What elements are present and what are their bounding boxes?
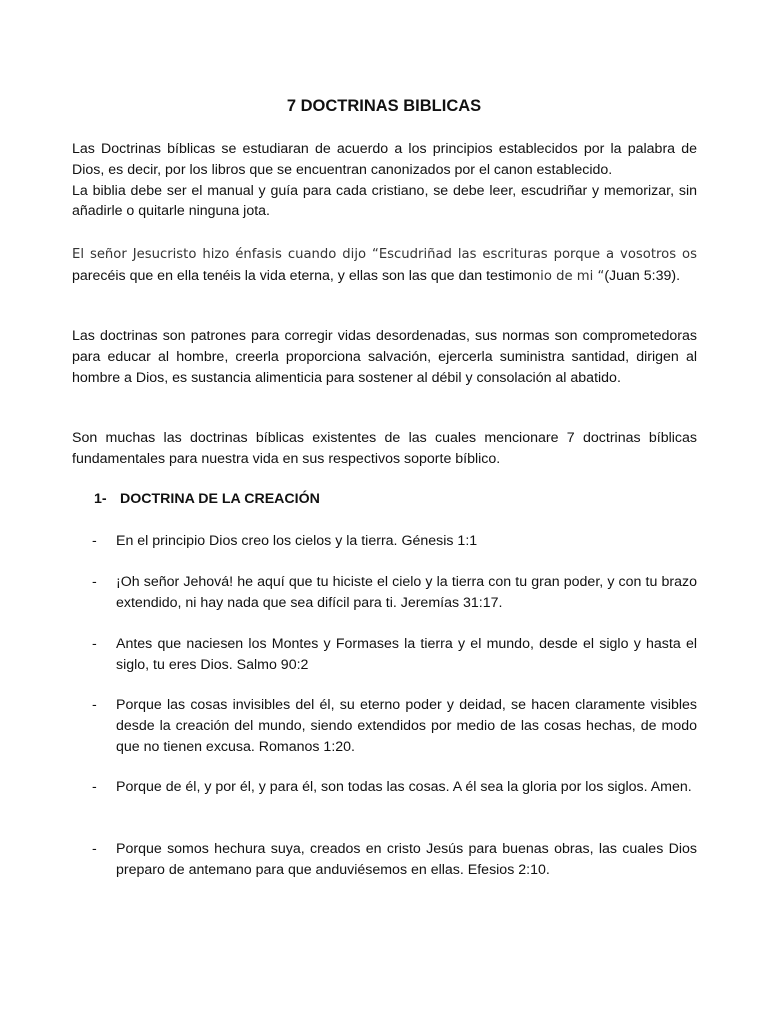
list-item	[92, 634, 697, 676]
doctrines-paragraph: Las doctrinas son patrones para corregir vidas desordenadas, sus normas son comprometedoras para educar al hombre, creerla proporciona salvación, ejercerla suministra santidad, dirigen al hombre a Dios, es sustancia alimenticia para sostener al débil y consolación al abatido.	[72, 328, 697, 386]
intro-sentence: Las Doctrinas bíblicas se estudiaran de acuerdo a los principios establecidos por la palabra de Dios, es decir, por los libros que se encuentran canonizados por el canon establecido.	[72, 141, 697, 178]
document-title: 7 DOCTRINAS BIBLICAS	[286, 97, 482, 115]
section-number: 1-	[94, 491, 107, 507]
many-doctrines-paragraph: Son muchas las doctrinas bíblicas existentes de las cuales mencionare 7 doctrinas bíblicas fundamentales para nuestra vida en sus respectivos soporte bíblico.	[72, 430, 697, 467]
list-item	[92, 839, 697, 881]
bullet-dash: -	[92, 841, 97, 857]
quote-reference: (Juan 5:39).	[604, 267, 681, 284]
quote-tail: nio de mi “	[531, 268, 605, 284]
list-item-text: Porque de él, y por él, y para él, son todas las cosas. A él sea la gloria por los siglos. Amen.	[116, 779, 692, 795]
quote-lead: El señor Jesucristo hizo énfasis cuando dijo “Escudriñad las escrituras porque a vosotros os	[72, 247, 697, 262]
list-item-text: Porque somos hechura suya, creados en cristo Jesús para buenas obras, las cuales Dios preparo de antemano para que anduviésemos en ellas. Efesios 2:10.	[116, 841, 697, 878]
quote-paragraph	[72, 244, 697, 288]
intro-paragraph	[72, 139, 697, 222]
list-item-text: Porque las cosas invisibles del él, su eterno poder y deidad, se hacen claramente visibles desde la creación del mundo, siendo extendidos por medio de las cosas hechas, de modo que no tienen excusa. Romanos 1:20.	[116, 697, 697, 755]
bullet-dash: -	[92, 636, 97, 652]
list-item	[92, 531, 697, 552]
quote-body: parecéis que en ella tenéis la vida eterna, y ellas son las que dan testimo	[72, 267, 532, 284]
list-item-text: ¡Oh señor Jehová! he aquí que tu hiciste el cielo y la tierra con tu gran poder, y con tu brazo extendido, ni hay nada que sea difícil para ti. Jeremías 31:17.	[116, 574, 697, 611]
list-item	[92, 572, 697, 614]
list-item	[92, 695, 697, 757]
bullet-dash: -	[92, 574, 97, 590]
section-heading	[94, 489, 320, 510]
list-item-text: Antes que naciesen los Montes y Formases la tierra y el mundo, desde el siglo y hasta el siglo, tu eres Dios. Salmo 90:2	[116, 636, 697, 673]
section-title: DOCTRINA DE LA CREACIÓN	[119, 491, 320, 507]
list-item-text: En el principio Dios creo los cielos y la tierra. Génesis 1:1	[116, 533, 478, 549]
bullet-dash: -	[92, 779, 97, 795]
bullet-dash: -	[92, 697, 97, 713]
list-item	[92, 777, 697, 798]
bullet-dash: -	[92, 533, 97, 549]
intro-sentence: La biblia debe ser el manual y guía para cada cristiano, se debe leer, escudriñar y memorizar, sin añadirle o quitarle ninguna jota.	[72, 182, 697, 220]
